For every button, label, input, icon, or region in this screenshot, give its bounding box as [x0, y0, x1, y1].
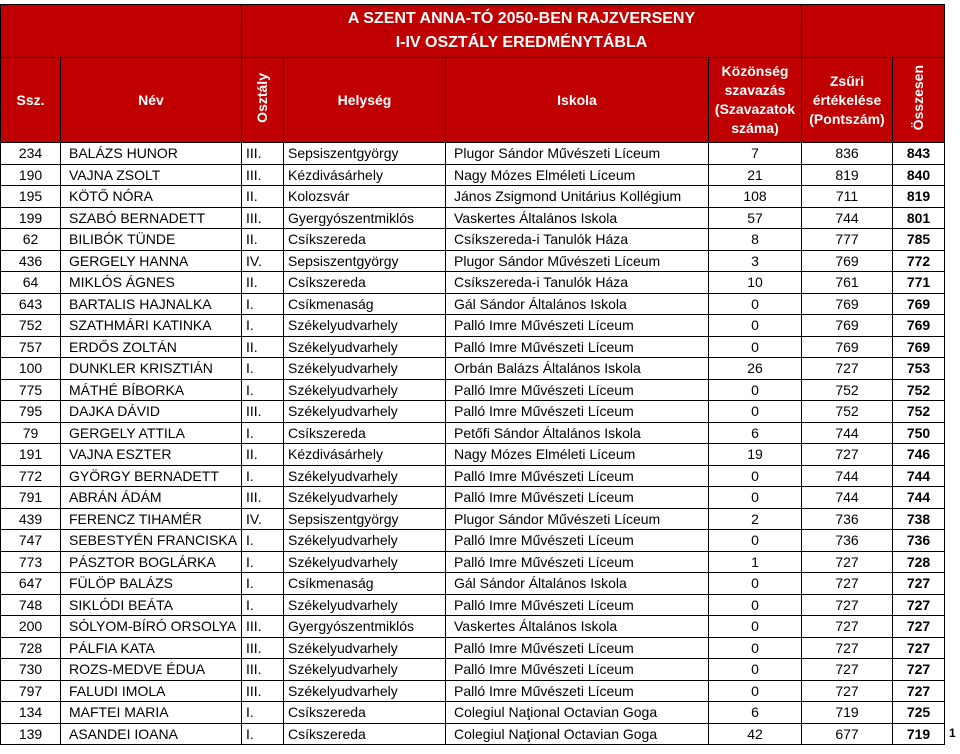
cell-class: I. [242, 315, 284, 337]
cell-school: Petőfi Sándor Általános Iskola [446, 422, 709, 444]
cell-id: 747 [1, 530, 61, 552]
cell-votes: 26 [709, 358, 802, 380]
table-row [1, 186, 945, 208]
cell-school: Palló Imre Művészeti Líceum [446, 379, 709, 401]
cell-total: 727 [893, 637, 945, 659]
cell-name: SÓLYOM-BÍRÓ ORSOLYA [61, 616, 242, 638]
cell-id: 797 [1, 680, 61, 702]
cell-place: Kézdivásárhely [284, 444, 446, 466]
cell-name: MIKLÓS ÁGNES [61, 272, 242, 294]
title-line-1: A SZENT ANNA-TÓ 2050-BEN RAJZVERSENY [347, 10, 696, 27]
cell-id: 728 [1, 637, 61, 659]
title-spacer-left [1, 5, 242, 58]
cell-jury: 769 [802, 336, 893, 358]
cell-school: Plugor Sándor Művészeti Líceum [446, 143, 709, 165]
cell-place: Csíkszereda [284, 723, 446, 745]
cell-class: I. [242, 594, 284, 616]
table-row [1, 444, 945, 466]
table-title [242, 5, 802, 58]
cell-total: 819 [893, 186, 945, 208]
cell-jury: 761 [802, 272, 893, 294]
cell-name: SIKLÓDI BEÁTA [61, 594, 242, 616]
cell-name: SZABÓ BERNADETT [61, 207, 242, 229]
cell-jury: 727 [802, 573, 893, 595]
cell-class: I. [242, 573, 284, 595]
cell-votes: 10 [709, 272, 802, 294]
cell-school: Nagy Mózes Elméleti Líceum [446, 164, 709, 186]
cell-school: Nagy Mózes Elméleti Líceum [446, 444, 709, 466]
cell-total: 727 [893, 573, 945, 595]
cell-id: 62 [1, 229, 61, 251]
cell-jury: 727 [802, 616, 893, 638]
cell-total: 801 [893, 207, 945, 229]
cell-name: FERENCZ TIHAMÉR [61, 508, 242, 530]
page-number: 1 [949, 726, 956, 740]
table-row [1, 379, 945, 401]
cell-votes: 6 [709, 422, 802, 444]
table-row [1, 551, 945, 573]
cell-school: Palló Imre Művészeti Líceum [446, 487, 709, 509]
cell-school: Palló Imre Művészeti Líceum [446, 551, 709, 573]
table-row [1, 530, 945, 552]
cell-name: PÁSZTOR BOGLÁRKA [61, 551, 242, 573]
cell-place: Csíkmenaság [284, 573, 446, 595]
cell-jury: 769 [802, 250, 893, 272]
cell-school: Palló Imre Művészeti Líceum [446, 680, 709, 702]
cell-place: Székelyudvarhely [284, 336, 446, 358]
cell-jury: 727 [802, 444, 893, 466]
col-header-total-label: Összesen [910, 64, 926, 131]
cell-id: 773 [1, 551, 61, 573]
cell-place: Sepsiszentgyörgy [284, 508, 446, 530]
cell-total: 727 [893, 594, 945, 616]
cell-name: ERDŐS ZOLTÁN [61, 336, 242, 358]
cell-school: Palló Imre Művészeti Líceum [446, 401, 709, 423]
cell-place: Sepsiszentgyörgy [284, 250, 446, 272]
cell-school: Colegiul Naţional Octavian Goga [446, 702, 709, 724]
cell-jury: 769 [802, 293, 893, 315]
table-row [1, 164, 945, 186]
cell-jury: 719 [802, 702, 893, 724]
cell-school: Plugor Sándor Művészeti Líceum [446, 250, 709, 272]
table-row [1, 637, 945, 659]
cell-school: Csíkszereda-i Tanulók Háza [446, 272, 709, 294]
cell-place: Székelyudvarhely [284, 530, 446, 552]
cell-votes: 1 [709, 551, 802, 573]
cell-class: III. [242, 637, 284, 659]
cell-class: I. [242, 723, 284, 745]
table-row [1, 207, 945, 229]
cell-jury: 752 [802, 401, 893, 423]
cell-name: DUNKLER KRISZTIÁN [61, 358, 242, 380]
column-header-row [1, 58, 945, 143]
cell-class: I. [242, 551, 284, 573]
col-header-class [242, 58, 284, 143]
table-row [1, 272, 945, 294]
table-row [1, 659, 945, 681]
table-row [1, 250, 945, 272]
cell-jury: 727 [802, 594, 893, 616]
cell-place: Székelyudvarhely [284, 401, 446, 423]
cell-votes: 57 [709, 207, 802, 229]
table-row [1, 422, 945, 444]
title-row [1, 5, 945, 58]
cell-total: 725 [893, 702, 945, 724]
cell-total: 746 [893, 444, 945, 466]
cell-class: I. [242, 702, 284, 724]
cell-class: II. [242, 229, 284, 251]
col-header-public-vote: Közönség szavazás (Szavazatok száma) [709, 58, 802, 143]
cell-total: 769 [893, 293, 945, 315]
cell-place: Csíkmenaság [284, 293, 446, 315]
cell-class: III. [242, 143, 284, 165]
cell-school: Palló Imre Művészeti Líceum [446, 315, 709, 337]
cell-name: ABRÁN ÁDÁM [61, 487, 242, 509]
cell-name: FALUDI IMOLA [61, 680, 242, 702]
cell-total: 750 [893, 422, 945, 444]
table-row [1, 358, 945, 380]
cell-jury: 711 [802, 186, 893, 208]
results-table [0, 4, 945, 745]
cell-jury: 677 [802, 723, 893, 745]
cell-votes: 7 [709, 143, 802, 165]
cell-id: 752 [1, 315, 61, 337]
cell-name: ASANDEI IOANA [61, 723, 242, 745]
cell-place: Csíkszereda [284, 422, 446, 444]
cell-total: 744 [893, 487, 945, 509]
table-row [1, 573, 945, 595]
cell-id: 795 [1, 401, 61, 423]
table-row [1, 723, 945, 745]
cell-class: IV. [242, 508, 284, 530]
cell-jury: 727 [802, 659, 893, 681]
cell-votes: 0 [709, 680, 802, 702]
cell-place: Kolozsvár [284, 186, 446, 208]
cell-total: 727 [893, 680, 945, 702]
cell-class: IV. [242, 250, 284, 272]
cell-id: 643 [1, 293, 61, 315]
table-row [1, 336, 945, 358]
cell-jury: 752 [802, 379, 893, 401]
cell-votes: 0 [709, 465, 802, 487]
cell-id: 730 [1, 659, 61, 681]
cell-class: I. [242, 530, 284, 552]
cell-votes: 0 [709, 379, 802, 401]
col-header-total [893, 58, 945, 143]
cell-name: VAJNA ZSOLT [61, 164, 242, 186]
cell-school: Vaskertes Általános Iskola [446, 207, 709, 229]
cell-place: Székelyudvarhely [284, 659, 446, 681]
cell-class: II. [242, 336, 284, 358]
cell-id: 195 [1, 186, 61, 208]
cell-name: GYÖRGY BERNADETT [61, 465, 242, 487]
cell-place: Székelyudvarhely [284, 379, 446, 401]
cell-jury: 744 [802, 487, 893, 509]
cell-id: 191 [1, 444, 61, 466]
cell-votes: 0 [709, 616, 802, 638]
cell-class: I. [242, 293, 284, 315]
cell-votes: 0 [709, 573, 802, 595]
cell-jury: 727 [802, 358, 893, 380]
cell-school: Palló Imre Művészeti Líceum [446, 465, 709, 487]
cell-class: III. [242, 680, 284, 702]
cell-jury: 736 [802, 530, 893, 552]
cell-id: 100 [1, 358, 61, 380]
cell-total: 785 [893, 229, 945, 251]
table-row [1, 293, 945, 315]
cell-jury: 727 [802, 637, 893, 659]
table-row [1, 702, 945, 724]
cell-id: 64 [1, 272, 61, 294]
cell-class: I. [242, 379, 284, 401]
cell-id: 775 [1, 379, 61, 401]
cell-votes: 0 [709, 336, 802, 358]
cell-total: 771 [893, 272, 945, 294]
cell-total: 752 [893, 401, 945, 423]
table-row [1, 401, 945, 423]
cell-place: Csíkszereda [284, 229, 446, 251]
cell-place: Székelyudvarhely [284, 465, 446, 487]
cell-place: Székelyudvarhely [284, 680, 446, 702]
cell-votes: 0 [709, 293, 802, 315]
cell-votes: 0 [709, 487, 802, 509]
cell-total: 727 [893, 659, 945, 681]
title-spacer-right [802, 5, 945, 58]
cell-id: 436 [1, 250, 61, 272]
cell-name: VAJNA ESZTER [61, 444, 242, 466]
cell-name: ROZS-MEDVE ÉDUA [61, 659, 242, 681]
cell-name: MÁTHÉ BÍBORKA [61, 379, 242, 401]
cell-name: GERGELY HANNA [61, 250, 242, 272]
cell-place: Sepsiszentgyörgy [284, 143, 446, 165]
table-row [1, 616, 945, 638]
col-header-jury: Zsűri értékelése (Pontszám) [802, 58, 893, 143]
cell-place: Kézdivásárhely [284, 164, 446, 186]
cell-school: Palló Imre Művészeti Líceum [446, 336, 709, 358]
cell-name: BILIBÓK TÜNDE [61, 229, 242, 251]
cell-total: 840 [893, 164, 945, 186]
cell-school: Palló Imre Művészeti Líceum [446, 530, 709, 552]
cell-id: 134 [1, 702, 61, 724]
cell-votes: 2 [709, 508, 802, 530]
cell-name: FÜLÖP BALÁZS [61, 573, 242, 595]
cell-id: 772 [1, 465, 61, 487]
cell-place: Székelyudvarhely [284, 315, 446, 337]
cell-votes: 0 [709, 401, 802, 423]
table-row [1, 487, 945, 509]
cell-name: BALÁZS HUNOR [61, 143, 242, 165]
cell-id: 139 [1, 723, 61, 745]
cell-place: Gyergyószentmiklós [284, 616, 446, 638]
cell-total: 738 [893, 508, 945, 530]
cell-votes: 42 [709, 723, 802, 745]
cell-total: 744 [893, 465, 945, 487]
cell-place: Székelyudvarhely [284, 358, 446, 380]
cell-total: 843 [893, 143, 945, 165]
cell-votes: 19 [709, 444, 802, 466]
cell-votes: 0 [709, 315, 802, 337]
cell-votes: 108 [709, 186, 802, 208]
cell-total: 736 [893, 530, 945, 552]
cell-place: Gyergyószentmiklós [284, 207, 446, 229]
cell-jury: 819 [802, 164, 893, 186]
cell-school: János Zsigmond Unitárius Kollégium [446, 186, 709, 208]
cell-class: III. [242, 164, 284, 186]
title-line-2: I-IV OSZTÁLY EREDMÉNYTÁBLA [395, 34, 648, 51]
cell-name: GERGELY ATTILA [61, 422, 242, 444]
cell-total: 769 [893, 315, 945, 337]
table-row [1, 315, 945, 337]
cell-class: III. [242, 616, 284, 638]
cell-class: III. [242, 659, 284, 681]
cell-total: 719 [893, 723, 945, 745]
col-header-name: Név [61, 58, 242, 143]
col-header-id: Ssz. [1, 58, 61, 143]
cell-school: Palló Imre Művészeti Líceum [446, 659, 709, 681]
cell-class: III. [242, 401, 284, 423]
cell-name: PÁLFIA KATA [61, 637, 242, 659]
cell-jury: 727 [802, 680, 893, 702]
cell-votes: 6 [709, 702, 802, 724]
cell-class: II. [242, 272, 284, 294]
cell-total: 752 [893, 379, 945, 401]
cell-id: 439 [1, 508, 61, 530]
cell-school: Orbán Balázs Általános Iskola [446, 358, 709, 380]
cell-name: SZATHMÁRI KATINKA [61, 315, 242, 337]
col-header-place: Helység [284, 58, 446, 143]
cell-votes: 0 [709, 659, 802, 681]
cell-name: SEBESTYÉN FRANCISKA [61, 530, 242, 552]
cell-class: I. [242, 465, 284, 487]
cell-votes: 0 [709, 637, 802, 659]
cell-class: II. [242, 444, 284, 466]
results-body [1, 143, 945, 745]
cell-place: Csíkszereda [284, 702, 446, 724]
cell-id: 647 [1, 573, 61, 595]
cell-place: Székelyudvarhely [284, 594, 446, 616]
cell-jury: 744 [802, 207, 893, 229]
cell-school: Gál Sándor Általános Iskola [446, 293, 709, 315]
cell-total: 753 [893, 358, 945, 380]
cell-jury: 744 [802, 422, 893, 444]
cell-jury: 736 [802, 508, 893, 530]
cell-total: 769 [893, 336, 945, 358]
cell-total: 772 [893, 250, 945, 272]
cell-jury: 727 [802, 551, 893, 573]
cell-id: 79 [1, 422, 61, 444]
table-row [1, 594, 945, 616]
cell-votes: 0 [709, 594, 802, 616]
cell-votes: 3 [709, 250, 802, 272]
cell-name: DAJKA DÁVID [61, 401, 242, 423]
cell-id: 234 [1, 143, 61, 165]
cell-id: 757 [1, 336, 61, 358]
cell-jury: 836 [802, 143, 893, 165]
table-row [1, 229, 945, 251]
cell-jury: 777 [802, 229, 893, 251]
cell-votes: 8 [709, 229, 802, 251]
cell-id: 748 [1, 594, 61, 616]
cell-place: Székelyudvarhely [284, 551, 446, 573]
cell-place: Székelyudvarhely [284, 487, 446, 509]
cell-id: 190 [1, 164, 61, 186]
cell-total: 727 [893, 616, 945, 638]
cell-id: 791 [1, 487, 61, 509]
cell-name: BARTALIS HAJNALKA [61, 293, 242, 315]
cell-school: Plugor Sándor Művészeti Líceum [446, 508, 709, 530]
cell-total: 728 [893, 551, 945, 573]
cell-school: Vaskertes Általános Iskola [446, 616, 709, 638]
cell-class: I. [242, 422, 284, 444]
cell-place: Csíkszereda [284, 272, 446, 294]
table-row [1, 143, 945, 165]
cell-id: 199 [1, 207, 61, 229]
table-row [1, 465, 945, 487]
cell-name: KÖTŐ NÓRA [61, 186, 242, 208]
cell-school: Gál Sándor Általános Iskola [446, 573, 709, 595]
col-header-class-label: Osztály [254, 72, 270, 123]
cell-school: Colegiul Naţional Octavian Goga [446, 723, 709, 745]
cell-class: II. [242, 186, 284, 208]
table-row [1, 508, 945, 530]
cell-school: Palló Imre Művészeti Líceum [446, 594, 709, 616]
cell-jury: 744 [802, 465, 893, 487]
cell-votes: 0 [709, 530, 802, 552]
cell-school: Csíkszereda-i Tanulók Háza [446, 229, 709, 251]
cell-name: MAFTEI MARIA [61, 702, 242, 724]
cell-id: 200 [1, 616, 61, 638]
cell-school: Palló Imre Művészeti Líceum [446, 637, 709, 659]
cell-jury: 769 [802, 315, 893, 337]
col-header-school: Iskola [446, 58, 709, 143]
cell-votes: 21 [709, 164, 802, 186]
cell-place: Székelyudvarhely [284, 637, 446, 659]
cell-class: I. [242, 358, 284, 380]
cell-class: III. [242, 207, 284, 229]
cell-class: III. [242, 487, 284, 509]
table-row [1, 680, 945, 702]
